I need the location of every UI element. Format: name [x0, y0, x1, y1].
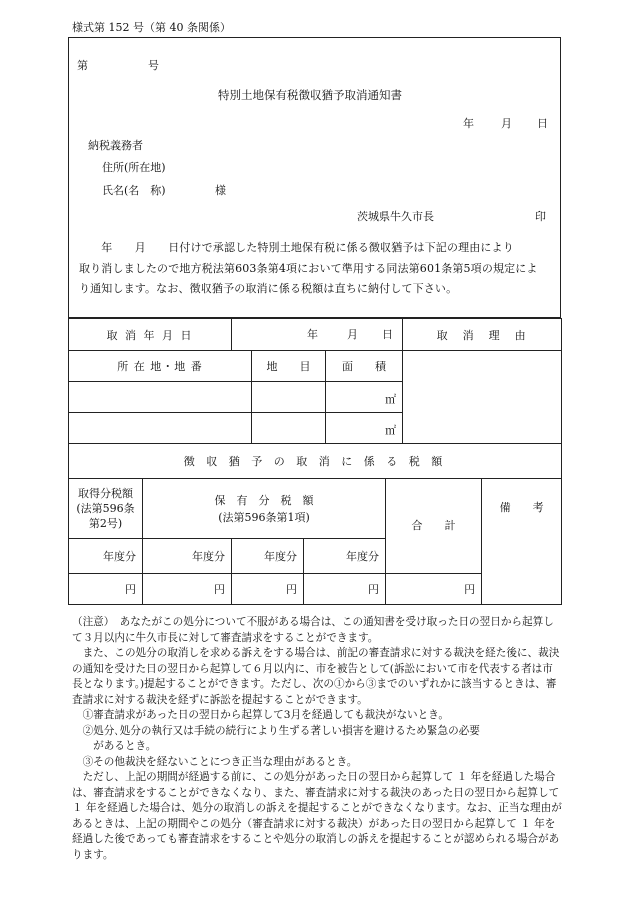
location-cell [69, 382, 252, 413]
body-line: り通知します。なお、徴収猶予の取消に係る税額は直ちに納付して下さい。 [79, 282, 458, 295]
doc-number-prefix: 第 [77, 59, 88, 72]
total-amount-cell: 円 [386, 574, 482, 605]
land-category-cell [252, 382, 326, 413]
honorific: 様 [215, 184, 226, 197]
area-cell [326, 382, 403, 413]
amount-cell: 円 [69, 574, 143, 605]
land-category-label: 地 目 [252, 351, 326, 382]
fiscal-year-cell: 年度分 [232, 539, 304, 574]
cancel-date-value [232, 319, 403, 351]
address-label: 住所(所在地) [102, 161, 166, 174]
note-paragraph: ③その他裁決を経ないことにつき正当な理由があるとき。 [72, 755, 358, 768]
cancel-date-month: 月 [347, 328, 359, 341]
fiscal-year-cell: 年度分 [69, 539, 143, 574]
notice-body [79, 238, 557, 300]
cancel-date-label: 取 消 年 月 日 [69, 319, 232, 351]
land-category-cell [252, 413, 326, 444]
name-label: 氏名(名 称) [102, 184, 166, 197]
note-paragraph: ただし、上記の期間が経過する前に、この処分があった日の翌日から起算して １ 年を経過した場合は、審査請求をすることができなくなり、また、審査請求に対する裁決のあった日の翌日から起算して １ 年を経過した場合は、処分の取消しの訴えを提起することができなくなります。なお、正当な理由があるときは、上記の期間やこの処分（審査請求に対する裁決）があった日の翌日から起算して １ 年を経過した後であっても審査請求をすることや処分の取消しの訴えを提起することが認められる場合があります。 [72, 771, 562, 861]
date-month: 月 [501, 117, 512, 130]
location-label: 所 在 地・地 番 [69, 351, 252, 382]
area-unit: ㎡ [385, 424, 397, 437]
location-cell [69, 413, 252, 444]
appeal-notes [72, 615, 562, 863]
area-label: 面 積 [326, 351, 403, 382]
note-paragraph: ①審査請求があった日の翌日から起算して3月を経過しても裁決がないとき。 [72, 709, 449, 721]
total-label: 合 計 [386, 479, 482, 574]
note-paragraph: また、この処分の取消しを求める訴えをする場合は、前記の審査請求に対する裁決を経た後に、裁決の通知を受けた日の翌日から起算して６月以内に、市を被告として(訴訟において市を代表する者は市長となります。)提起することができます。ただし、次の①から③までのいずれかに該当するときは、審査請求に対する裁決を経ずに訴訟を提起することができます。 [72, 647, 560, 706]
issuer: 茨城県牛久市長 [357, 210, 434, 223]
note-paragraph: （注意） あなたがこの処分について不服がある場合は、この通知書を受け取った日の翌日から起算して３月以内に牛久市長に対して審査請求をすることができます。 [72, 616, 554, 644]
acquisition-tax-label: 取得分税額 (法第596条 第2号) [69, 479, 143, 539]
date-day: 日 [537, 117, 548, 130]
cancel-date-year: 年 [307, 328, 319, 341]
date-year: 年 [463, 117, 474, 130]
cancel-reason-cell [403, 351, 562, 444]
body-line: 取り消しましたので地方税法第603条第4項において準用する同法第601条第5項の規定によ [79, 261, 538, 275]
note-paragraph: ②処分､処分の執行又は手続の続行により生ずる著しい損害を避けるため緊急の必要 [72, 724, 480, 737]
form-label: 様式第 152 号（第 40 条関係） [72, 21, 231, 34]
holding-tax-label: 保 有 分 税 額 (法第596条第1項) [143, 479, 386, 539]
cancel-reason-label: 取 消 理 由 [403, 319, 562, 351]
document-title: 特別土地保有税徴収猶予取消通知書 [218, 88, 402, 102]
amount-cell: 円 [143, 574, 232, 605]
doc-number-suffix: 号 [148, 59, 159, 72]
remarks-label: 備 考 [482, 479, 562, 605]
body-line: 年 月 日付けで承認した特別土地保有税に係る徴収猶予は下記の理由により [79, 241, 514, 254]
cancel-date-day: 日 [382, 328, 394, 341]
area-unit: ㎡ [385, 393, 397, 406]
taxpayer-label: 納税義務者 [88, 139, 143, 152]
amount-cell: 円 [232, 574, 304, 605]
note-paragraph: があるとき。 [72, 740, 157, 752]
tax-section-label: 徴 収 猶 予 の 取 消 に 係 る 税 額 [69, 444, 562, 479]
seal-mark: 印 [535, 210, 546, 223]
tax-detail-table [68, 318, 562, 605]
amount-cell: 円 [304, 574, 386, 605]
area-cell [326, 413, 403, 444]
fiscal-year-cell: 年度分 [143, 539, 232, 574]
fiscal-year-cell: 年度分 [304, 539, 386, 574]
